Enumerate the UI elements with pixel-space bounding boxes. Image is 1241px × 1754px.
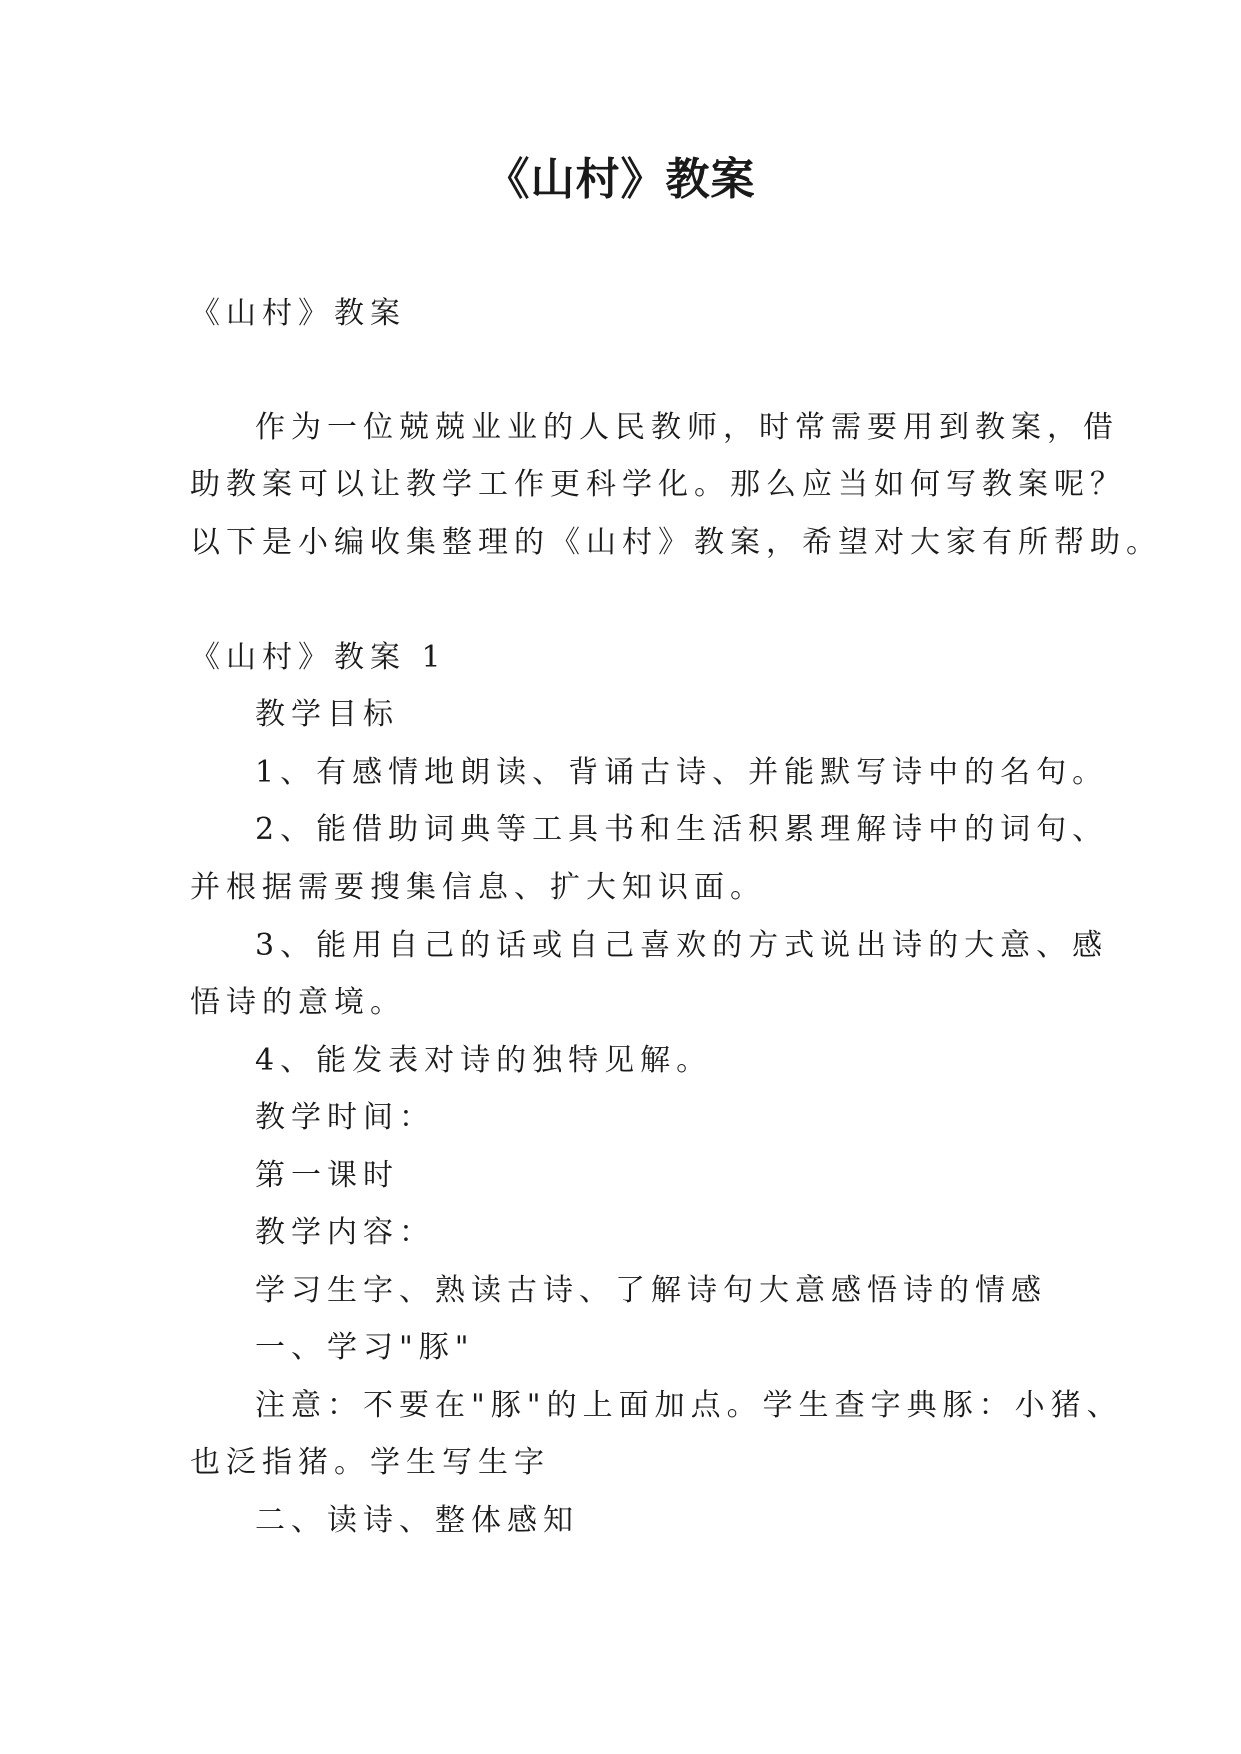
body-line-3: 2、能借助词典等工具书和生活积累理解诗中的词句、 [255, 812, 1109, 847]
document-subtitle: 《山村》教案 [190, 296, 406, 331]
intro-line-1: 作为一位兢兢业业的人民教师，时常需要用到教案，借 [255, 410, 1119, 445]
body-line-1: 教学目标 [255, 697, 399, 732]
body-line-2: 1、有感情地朗读、背诵古诗、并能默写诗中的名句。 [255, 755, 1109, 790]
section-heading: 《山村》教案 1 [190, 640, 447, 675]
body-line-14: 也泛指猪。学生写生字 [190, 1445, 550, 1480]
body-line-7: 4、能发表对诗的独特见解。 [255, 1043, 713, 1078]
body-line-9: 第一课时 [255, 1158, 399, 1193]
body-line-6: 悟诗的意境。 [190, 985, 406, 1020]
body-line-4: 并根据需要搜集信息、扩大知识面。 [190, 870, 766, 905]
body-line-10: 教学内容： [255, 1215, 435, 1250]
body-line-5: 3、能用自己的话或自己喜欢的方式说出诗的大意、感 [255, 928, 1109, 963]
body-line-12: 一、学习"豚" [255, 1330, 475, 1365]
body-line-15: 二、读诗、整体感知 [255, 1503, 579, 1538]
body-line-8: 教学时间： [255, 1100, 435, 1135]
intro-line-2: 助教案可以让教学工作更科学化。那么应当如何写教案呢？ [190, 467, 1126, 502]
body-line-11: 学习生字、熟读古诗、了解诗句大意感悟诗的情感 [255, 1273, 1047, 1308]
intro-line-3: 以下是小编收集整理的《山村》教案，希望对大家有所帮助。 [190, 525, 1162, 560]
page-title: 《山村》教案 [485, 154, 756, 205]
body-line-13: 注意：不要在"豚"的上面加点。学生查字典豚：小猪、 [255, 1388, 1123, 1423]
